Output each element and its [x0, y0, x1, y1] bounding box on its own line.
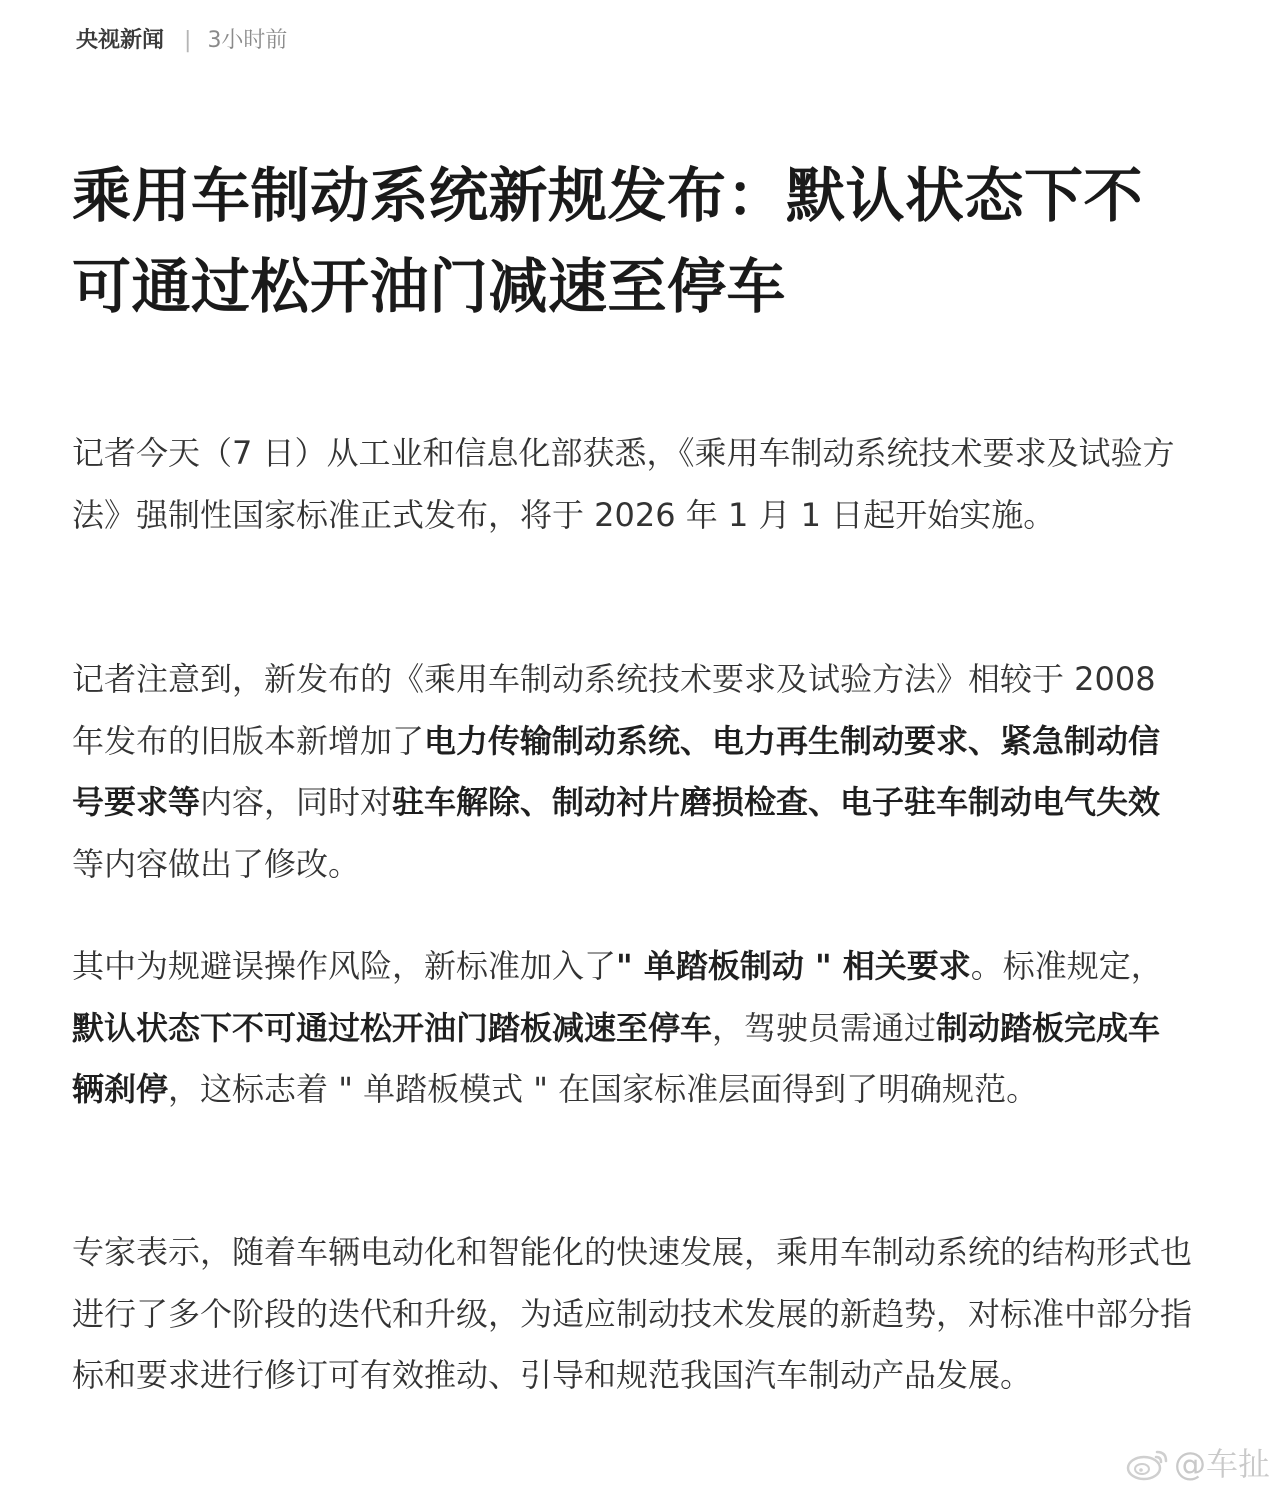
paragraph-emphasis: 驻车解除、制动衬片磨损检查、电子驻车制动电气失效	[392, 783, 1161, 821]
meta-separator: |	[184, 28, 192, 53]
paragraph-3	[72, 936, 1192, 1121]
paragraph-emphasis: 制动踏板完成车辆刹停	[72, 1008, 1161, 1108]
publish-time: 3小时前	[207, 28, 288, 53]
paragraph-1	[72, 423, 1192, 546]
article-title: 乘用车制动系统新规发布：默认状态下不可通过松开油门减速至停车	[72, 161, 1144, 321]
paragraph-text: ，这标志着 " 单踏板模式 " 在国家标准层面得到了明确规范。	[168, 1070, 1039, 1108]
paragraph-emphasis: 电力传输制动系统、电力再生制动要求、紧急制动信号要求等	[72, 721, 1161, 821]
paragraph-2	[72, 649, 1192, 895]
paragraph-text: 记者今天（7 日）从工业和信息化部获悉，《乘用车制动系统技术要求及试验方法》强制性国家标准正式发布，将于 2026 年 1 月 1 日起开始实施。	[72, 434, 1175, 534]
source-name[interactable]: 央视新闻	[76, 28, 165, 53]
paragraph-4	[72, 1222, 1192, 1407]
article-meta	[76, 26, 287, 56]
paragraph-text: 内容，同时对	[200, 783, 393, 821]
weibo-watermark	[1126, 1444, 1270, 1484]
watermark-text: @车扯	[1173, 1445, 1270, 1483]
weibo-icon	[1126, 1446, 1170, 1482]
paragraph-text: 。标准规定，	[970, 947, 1163, 985]
paragraph-text: 等内容做出了修改。	[72, 844, 361, 883]
paragraph-text: 其中为规避误操作风险，新标准加入了	[72, 947, 617, 985]
paragraph-emphasis: " 单踏板制动 " 相关要求	[616, 947, 971, 985]
paragraph-text: 专家表示，随着车辆电动化和智能化的快速发展，乘用车制动系统的结构形式也进行了多个阶段的迭代和升级，为适应制动技术发展的新趋势，对标准中部分指标和要求进行修订可有效推动、引导和规范我国汽车制动产品发展。	[72, 1233, 1193, 1394]
paragraph-emphasis: 默认状态下不可通过松开油门踏板减速至停车	[72, 1008, 713, 1047]
paragraph-text: ，驾驶员需通过	[712, 1008, 937, 1047]
paragraph-text: 记者注意到，新发布的《乘用车制动系统技术要求及试验方法》相较于 2008 年发布的旧版本新增加了	[72, 660, 1156, 760]
